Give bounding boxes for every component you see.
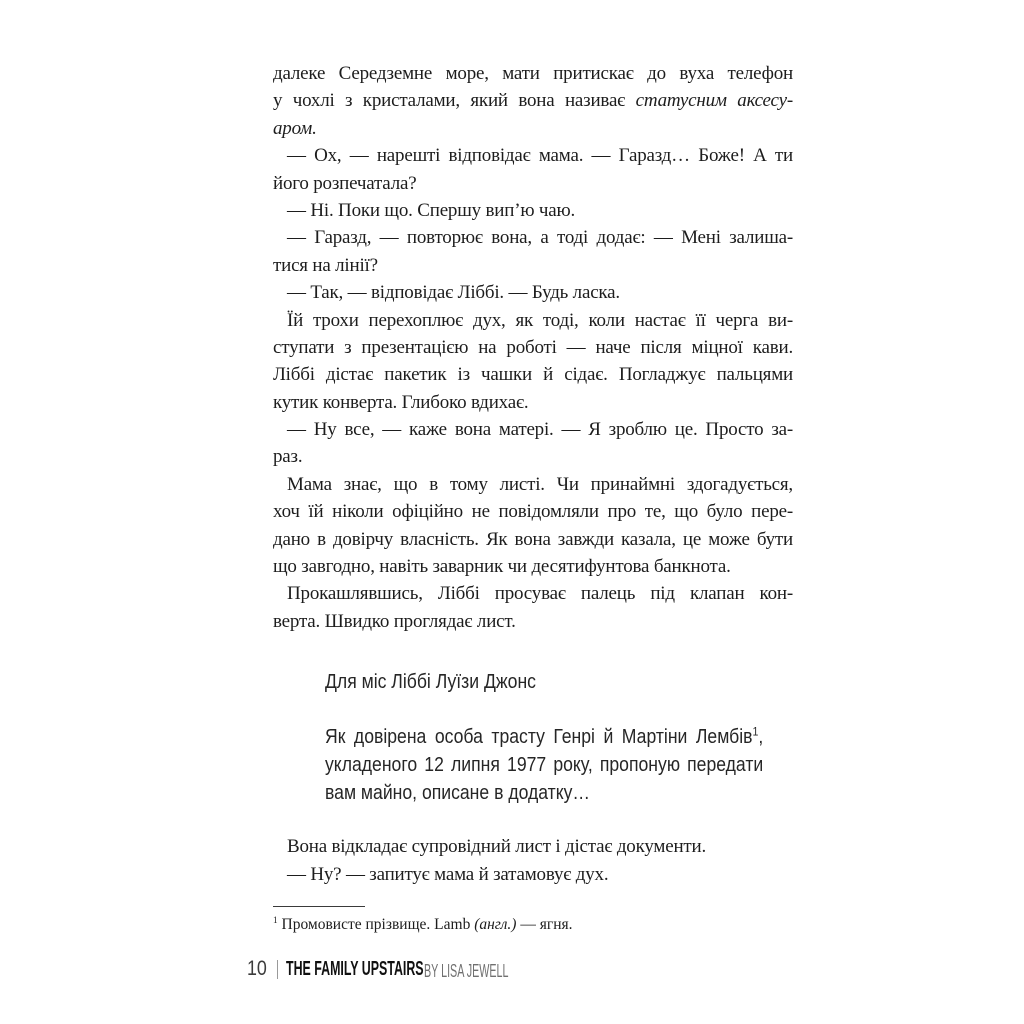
book-title: THE FAMILY UPSTAIRS [286, 958, 424, 980]
text-line: його розпечатала? [273, 172, 417, 194]
letter-line: Для міс Ліббі Луїзи Джонс [325, 671, 536, 694]
text-line: далеке Середземне море, мати притискає до вуха телефон [273, 63, 793, 84]
text-line: Вона відкладає супровідний лист і дістає документи. [287, 836, 707, 858]
paragraph [273, 224, 793, 279]
letter-line: укладеного 12 липня 1977 року, пропоную передати [325, 754, 764, 777]
text-line: верта. Швидко проглядає лист. [273, 610, 516, 632]
paragraph [273, 60, 793, 142]
letter-salutation [325, 668, 793, 696]
text-line: що завгодно, навіть заварник чи десятифунтова банкнота. [273, 556, 731, 578]
letter-line: вам майно, описане в додатку… [325, 782, 591, 805]
letter-body [325, 723, 793, 807]
text-line: раз. [273, 446, 303, 468]
page-number: 10 [247, 957, 267, 980]
text-line: Їй трохи перехоплює дух, як тоді, коли настає її черга ви- [287, 309, 793, 331]
footnote [273, 906, 793, 936]
paragraph [273, 416, 793, 471]
paragraph [273, 833, 793, 860]
text-line: — Ну? — запитує мама й затамовує дух. [287, 863, 609, 885]
footnote-line: $^1$ Промовисте прізвище. Lamb (англ.) — ягня. [273, 915, 573, 933]
paragraph [273, 861, 793, 888]
text-line: — Ох, — нарешті відповідає мама. — Гаразд… Боже! А ти [287, 145, 793, 167]
text-line: — Так, — відповідає Ліббі. — Будь ласка. [287, 282, 620, 304]
paragraph [273, 307, 793, 417]
paragraph [273, 471, 793, 581]
text-line: тися на лінії? [273, 254, 378, 276]
footer-divider [277, 960, 278, 979]
letter-line: Як довірена особа трасту Генрі й Мартіни Лембів$^1$, [325, 724, 764, 749]
text-line: Мама знає, що в тому листі. Чи принаймні здогадується, [287, 473, 793, 495]
text-line: аром. [273, 117, 317, 139]
footnote-divider [273, 906, 365, 907]
author-credit: BY LISA JEWELL [424, 960, 509, 981]
text-line: ступати з презентацією на роботі — наче після міцної кави. [273, 336, 793, 358]
paragraph [273, 580, 793, 635]
text-line: — Ну все, — каже вона матері. — Я зроблю це. Просто за- [287, 419, 793, 441]
text-line: — Гаразд, — повторює вона, а тоді додає: — Мені залиша- [287, 227, 793, 249]
paragraph [273, 142, 793, 197]
text-column [273, 60, 793, 936]
text-line: у чохлі з кристалами, який вона називає статусним аксесу- [273, 90, 793, 112]
text-line: хоч їй ніколи офіційно не повідомляли про те, що було пере- [273, 501, 793, 523]
text-line: Ліббі дістає пакетик із чашки й сідає. Погладжує пальцями [273, 364, 793, 386]
text-line: дано в довірчу власність. Як вона завжди казала, це може бути [273, 528, 793, 550]
text-line: кутик конверта. Глибоко вдихає. [273, 391, 529, 413]
paragraph [273, 197, 793, 224]
paragraph [273, 279, 793, 306]
text-line: — Ні. Поки що. Спершу вип’ю чаю. [287, 199, 576, 221]
text-line: Прокашлявшись, Ліббі просуває палець під клапан кон- [287, 583, 793, 605]
